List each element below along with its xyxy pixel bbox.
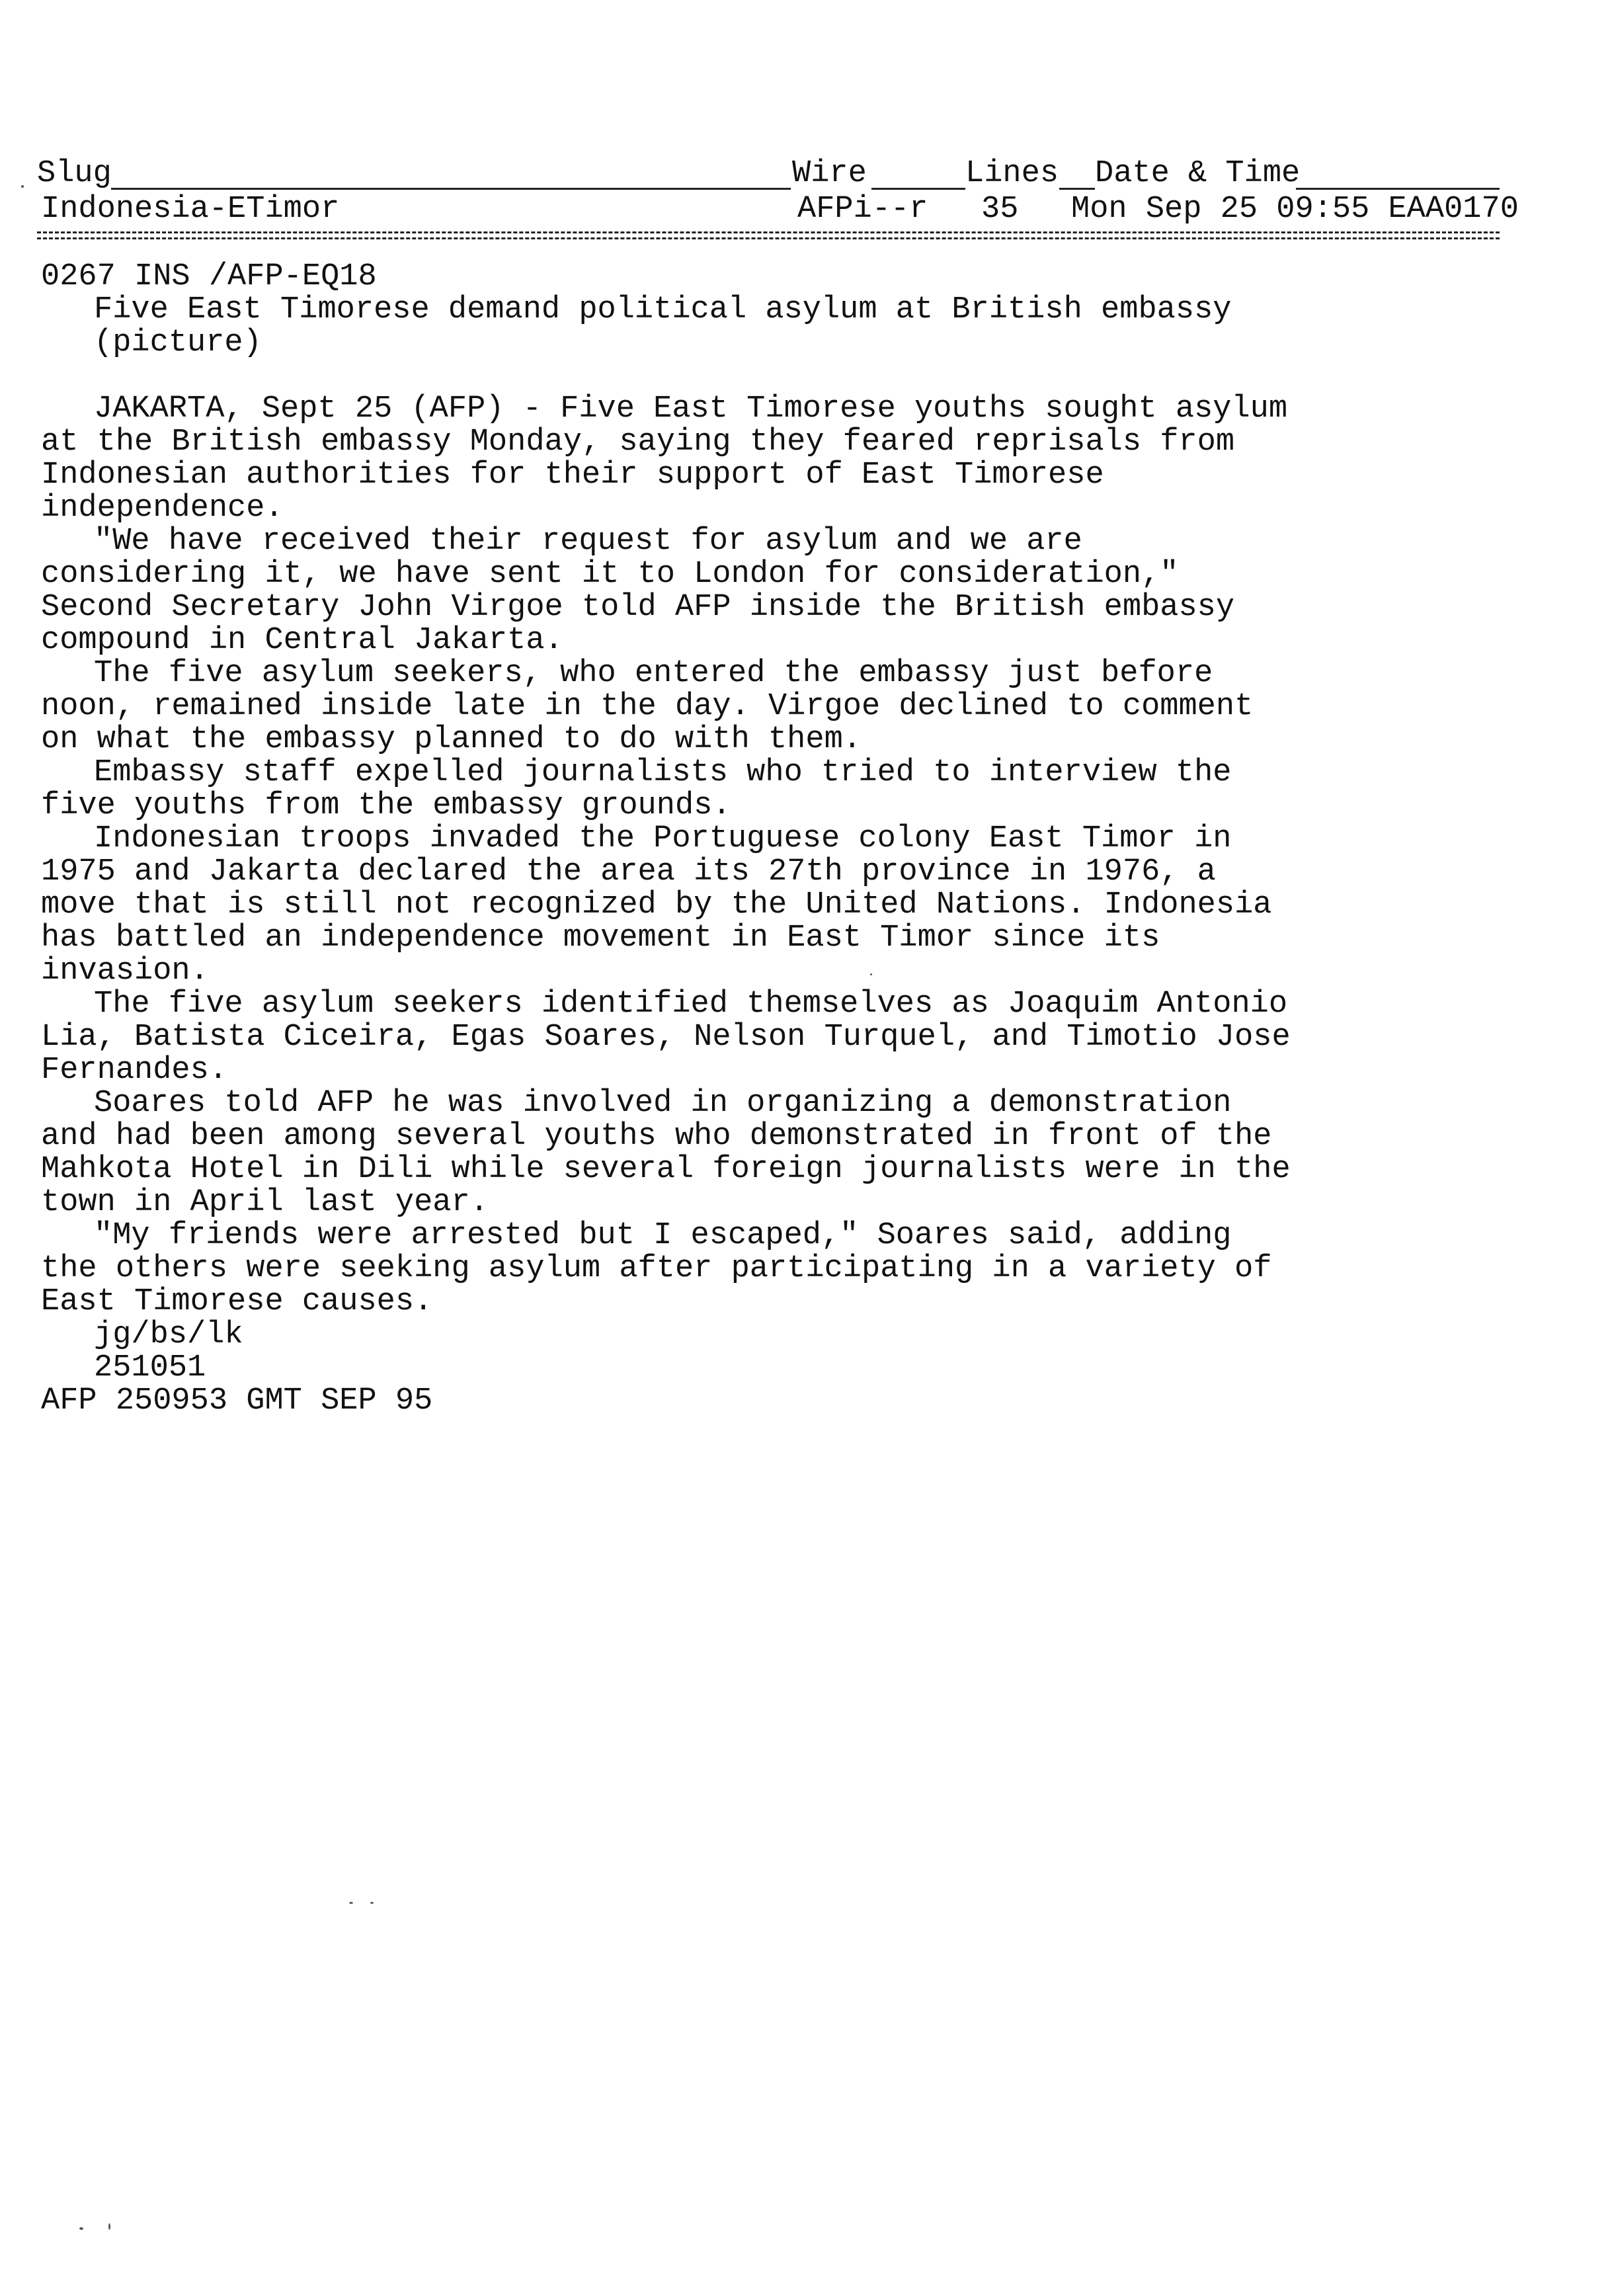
headline-picture-note: (picture)	[94, 325, 262, 360]
lines-value: 35	[981, 192, 1019, 227]
slug-value: Indonesia-ETimor	[41, 192, 340, 227]
paragraph: JAKARTA, Sept 25 (AFP) - Five East Timorese youths sought asylum at the British embassy Monday, saying they feared reprisals from Indonesian authorities for their support of East Timorese independence.	[41, 391, 1306, 526]
scan-speck	[370, 1902, 374, 1904]
scan-speck	[108, 2223, 110, 2230]
slug-header-form	[37, 156, 1519, 243]
paragraph: "We have received their request for asylum and we are considering it, we have sent it to London for consideration," Second Secretary John Virgoe told AFP inside the British embassy compound in Central Jakarta.	[41, 524, 1254, 658]
paragraph: The five asylum seekers, who entered the embassy just before noon, remained inside late in the day. Virgoe declined to comment on what the embassy planned to do with them.	[41, 656, 1272, 757]
headline: Five East Timorese demand political asylum at British embassy	[94, 292, 1232, 327]
wire-value: AFPi--r	[797, 192, 928, 227]
paragraph: Embassy staff expelled journalists who tried to interview the five youths from the embassy grounds.	[41, 755, 1250, 823]
scan-speck	[870, 973, 872, 975]
transmission-footer: AFP 250953 GMT SEP 95	[41, 1383, 433, 1418]
lines-rule	[1059, 188, 1095, 190]
scan-speck	[21, 185, 24, 188]
wire-story	[41, 259, 1309, 1418]
lines-label: Lines	[965, 156, 1059, 191]
spacer	[41, 360, 1297, 393]
datetime-rule	[1296, 188, 1500, 190]
header-double-rule	[37, 231, 1500, 239]
initials: jg/bs/lk	[94, 1317, 243, 1352]
scan-speck	[79, 2227, 83, 2230]
scan-speck	[349, 1902, 353, 1904]
paragraph: The five asylum seekers identified themselves as Joaquim Antonio Lia, Batista Ciceira, Egas Soares, Nelson Turquel, and Timotio Jose Fernandes.	[41, 987, 1309, 1088]
wire-rule	[871, 188, 965, 190]
paragraph: Indonesian troops invaded the Portuguese colony East Timor in 1975 and Jakarta declared the area its 27th province in 1976, a move that is still not recognized by the United Nations. Indonesia has battled an independence movement in East Timor since its invasion.	[41, 821, 1291, 989]
datetime-label: Date & Time	[1095, 156, 1301, 191]
slug-rule	[111, 188, 791, 190]
paragraph: Soares told AFP he was involved in organizing a demonstration and had been among several youths who demonstrated in front of the Mahkota Hotel in Dili while several foreign journalists were in the town in April last year.	[41, 1086, 1309, 1220]
paragraph: "My friends were arrested but I escaped," Soares said, adding the others were seeking asylum after participating in a variety of East Timorese causes.	[41, 1218, 1291, 1319]
slug-label: Slug	[37, 156, 112, 191]
wire-label: Wire	[792, 156, 867, 191]
story-code: 0267 INS /AFP-EQ18	[41, 259, 377, 294]
datetime-value: Mon Sep 25 09:55 EAA0170	[1071, 192, 1519, 227]
serial-number: 251051	[94, 1350, 206, 1385]
